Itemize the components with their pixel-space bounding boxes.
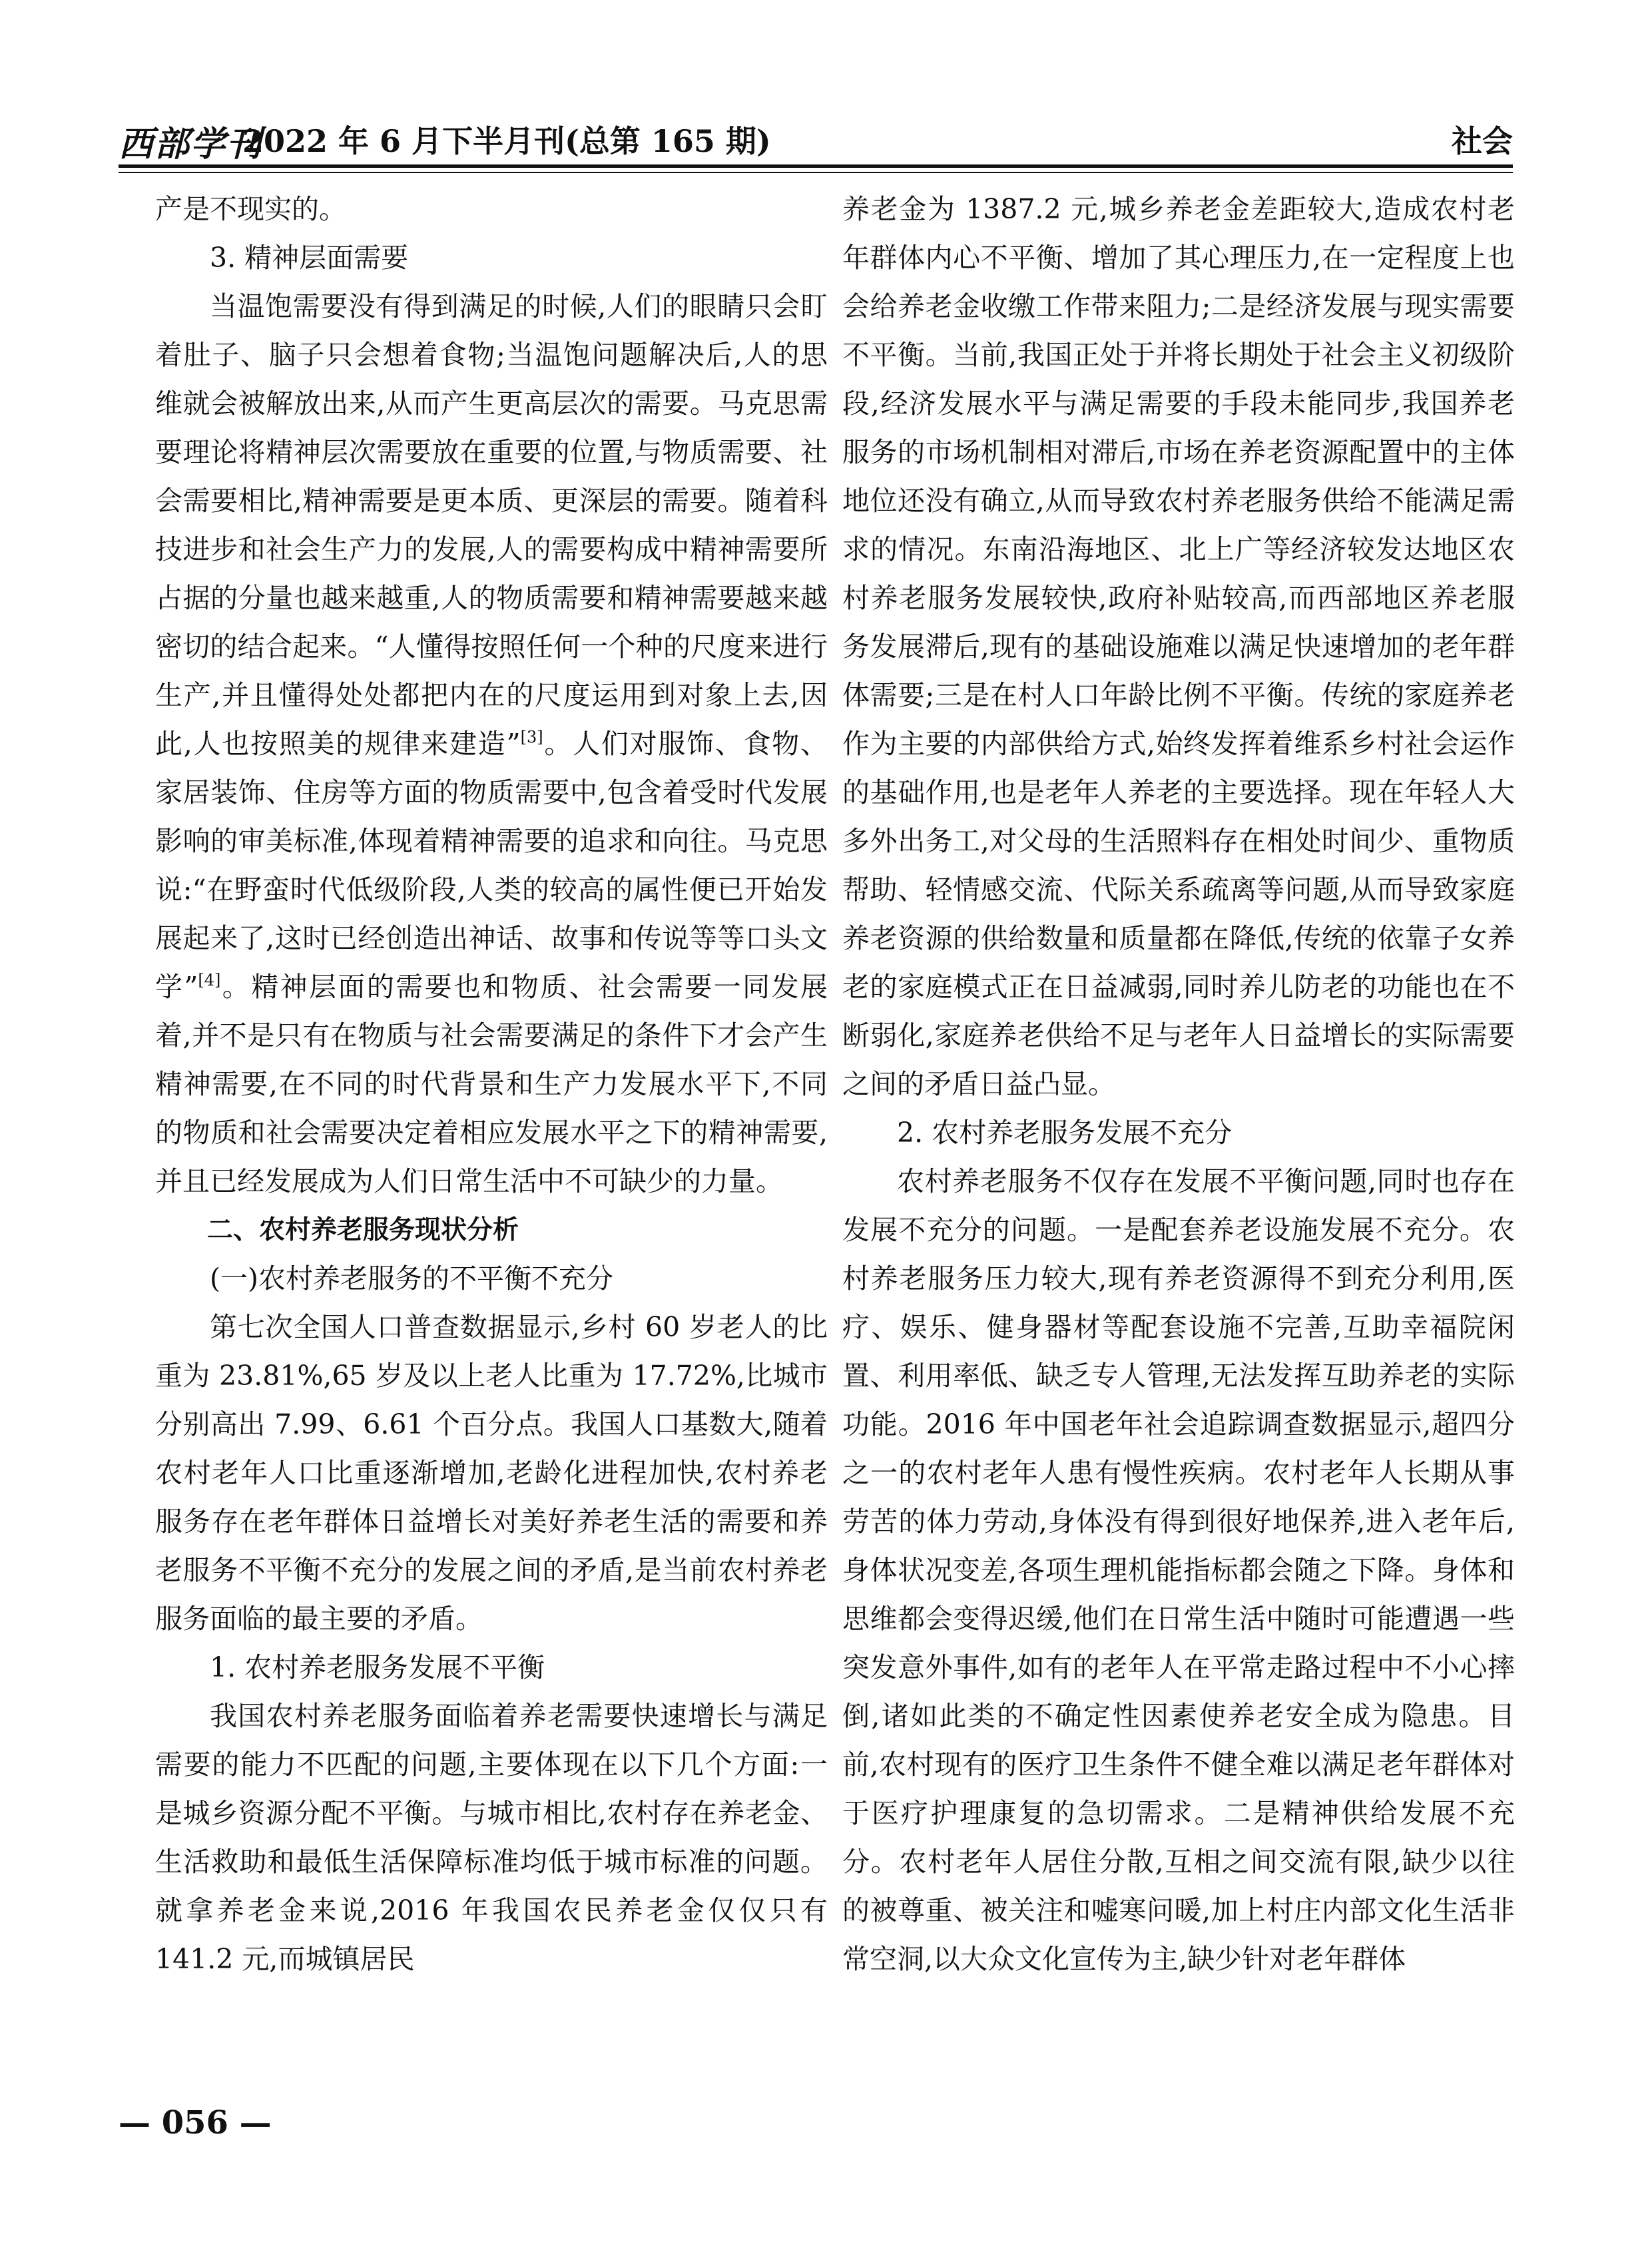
citation: [4] <box>198 971 221 989</box>
paragraph-text: 。精神层面的需要也和物质、社会需要一同发展着,并不是只有在物质与社会需要满足的条件下才会产生精神需要,在不同的时代背景和生产力发展水平下,不同的物质和社会需要决定着相应发展水平之下的精神需要,并且已经发展成为人们日常生活中不可缺少的力量。 <box>155 971 828 1197</box>
paragraph-text: 。人们对服饰、食物、家居装饰、住房等方面的物质需要中,包含着受时代发展影响的审美标准,体现着精神需要的追求和向往。马克思说:“在野蛮时代低级阶段,人类的较高的属性便已开始发展起来了,这时已经创造出神话、故事和传说等等口头文学” <box>155 728 828 1003</box>
issue-info: 2022 年 6 月下半月刊(总第 165 期) <box>242 123 771 159</box>
citation: [3] <box>520 728 543 746</box>
paragraph: 第七次全国人口普查数据显示,乡村 60 岁老人的比重为 23.81%,65 岁及以上老人比重为 17.72%,比城市分别高出 7.99、6.61 个百分点。我国人口基数大,随着农村老年人口比重逐渐增加,老龄化进程加快,农村养老服务存在老年群体日益增长对美好养老生活的需要和养老服务不平衡不充分的发展之间的矛盾,是当前农村养老服务面临的最主要的矛盾。 <box>155 1311 828 1635</box>
page-number: — 056 — <box>119 2104 272 2141</box>
subsection-heading: 2. 农村养老服务发展不充分 <box>897 1117 1233 1149</box>
paragraph-text: 当温饱需要没有得到满足的时候,人们的眼睛只会盯着肚子、脑子只会想着食物;当温饱问题解决后,人的思维就会被解放出来,从而产生更高层次的需要。马克思需要理论将精神层次需要放在重要的位置,与物质需要、社会需要相比,精神需要是更本质、更深层的需要。随着科技进步和社会生产力的发展,人的需要构成中精神需要所占据的分量也越来越重,人的物质需要和精神需要越来越密切的结合起来。“人懂得按照任何一个种的尺度来进行生产,并且懂得处处都把内在的尺度运用到对象上去,因此,人也按照美的规律来建造” <box>155 290 828 760</box>
section-name: 社会 <box>1452 123 1513 159</box>
subsection-heading: (一)农村养老服务的不平衡不充分 <box>210 1262 613 1294</box>
left-column <box>155 185 828 1984</box>
paragraph <box>155 282 828 1206</box>
subsection-heading: 1. 农村养老服务发展不平衡 <box>210 1651 545 1683</box>
journal-logo: 西部学刊 <box>119 124 263 164</box>
paragraph: 养老金为 1387.2 元,城乡养老金差距较大,造成农村老年群体内心不平衡、增加了其心理压力,在一定程度上也会给养老金收缴工作带来阻力;二是经济发展与现实需要不平衡。当前,我国正处于并将长期处于社会主义初级阶段,经济发展水平与满足需要的手段未能同步,我国养老服务的市场机制相对滞后,市场在养老资源配置中的主体地位还没有确立,从而导致农村养老服务供给不能满足需求的情况。东南沿海地区、北上广等经济较发达地区农村养老服务发展较快,政府补贴较高,而西部地区养老服务发展滞后,现有的基础设施难以满足快速增加的老年群体需要;三是在村人口年龄比例不平衡。传统的家庭养老作为主要的内部供给方式,始终发挥着维系乡村社会运作的基础作用,也是老年人养老的主要选择。现在年轻人大多外出务工,对父母的生活照料存在相处时间少、重物质帮助、轻情感交流、代际关系疏离等问题,从而导致家庭养老资源的供给数量和质量都在降低,传统的依靠子女养老的家庭模式正在日益减弱,同时养儿防老的功能也在不断弱化,家庭养老供给不足与老年人日益增长的实际需要之间的矛盾日益凸显。 <box>842 193 1515 1100</box>
paragraph: 农村养老服务不仅存在发展不平衡问题,同时也存在发展不充分的问题。一是配套养老设施发展不充分。农村养老服务压力较大,现有养老资源得不到充分利用,医疗、娱乐、健身器材等配套设施不完善,互助幸福院闲置、利用率低、缺乏专人管理,无法发挥互助养老的实际功能。2016 年中国老年社会追踪调查数据显示,超四分之一的农村老年人患有慢性疾病。农村老年人长期从事劳苦的体力劳动,身体没有得到很好地保养,进入老年后,身体状况变差,各项生理机能指标都会随之下降。身体和思维都会变得迟缓,他们在日常生活中随时可能遭遇一些突发意外事件,如有的老年人在平常走路过程中不小心摔倒,诸如此类的不确定性因素使养老安全成为隐患。目前,农村现有的医疗卫生条件不健全难以满足老年群体对于医疗护理康复的急切需求。二是精神供给发展不充分。农村老年人居住分散,互相之间交流有限,缺少以往的被尊重、被关注和嘘寒问暖,加上村庄内部文化生活非常空洞,以大众文化宣传为主,缺少针对老年群体 <box>842 1165 1515 1975</box>
paragraph: 产是不现实的。 <box>155 193 346 225</box>
right-column <box>842 185 1515 1984</box>
paragraph: 我国农村养老服务面临着养老需要快速增长与满足需要的能力不匹配的问题,主要体现在以下几个方面:一是城乡资源分配不平衡。与城市相比,农村存在养老金、生活救助和最低生活保障标准均低于城市标准的问题。就拿养老金来说,2016 年我国农民养老金仅仅只有 141.2 元,而城镇居民 <box>155 1700 828 1975</box>
header-divider <box>119 172 1513 173</box>
subsection-heading: 3. 精神层面需要 <box>210 242 409 274</box>
page-header <box>119 113 1513 168</box>
section-heading: 二、农村养老服务现状分析 <box>207 1215 519 1245</box>
